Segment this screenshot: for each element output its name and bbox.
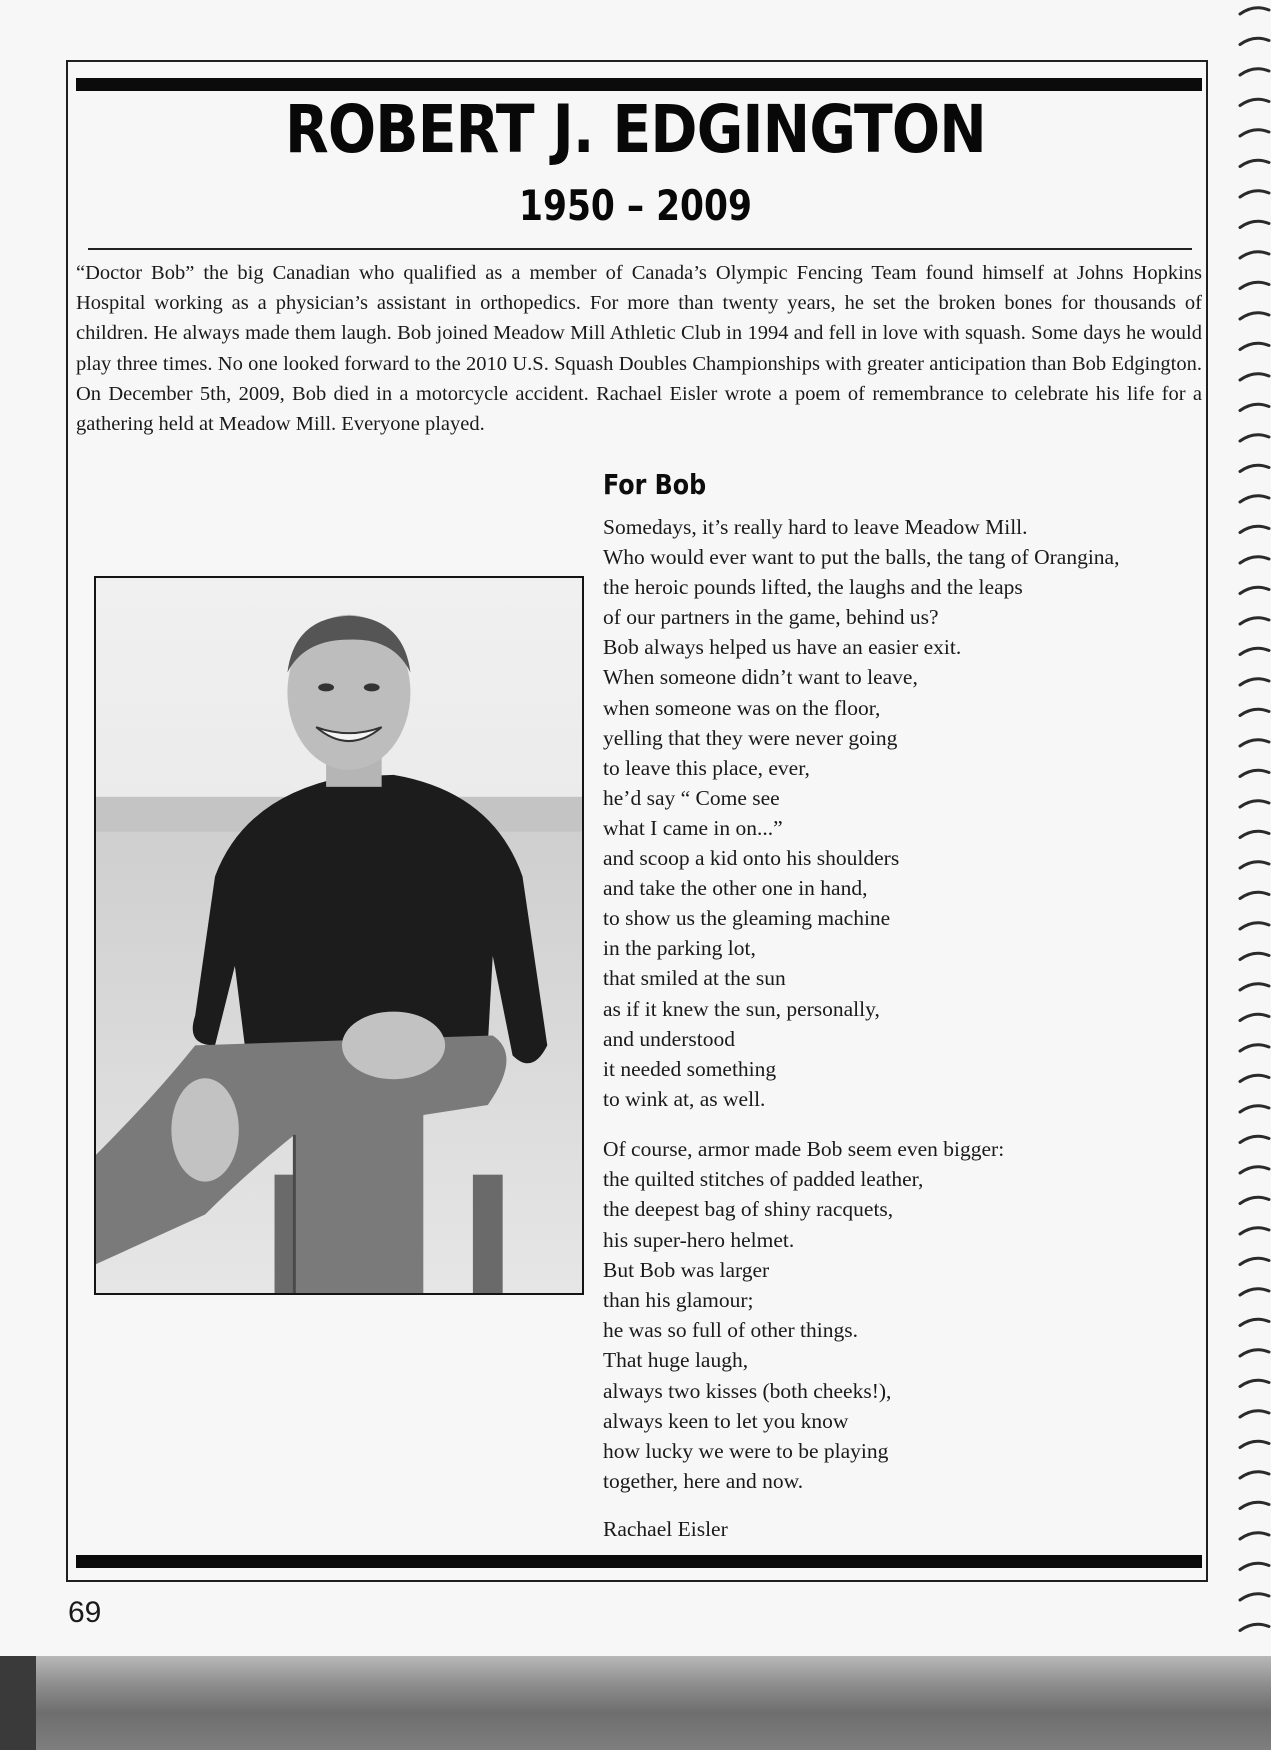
binding-coil — [1240, 1563, 1269, 1569]
binding-coil — [1240, 1624, 1269, 1630]
portrait-illustration — [96, 578, 582, 1293]
binding-coil — [1240, 557, 1269, 563]
binding-coil — [1240, 526, 1269, 532]
poem-line: yelling that they were never going — [603, 725, 898, 750]
binding-coil — [1240, 404, 1269, 410]
poem-line: When someone didn’t want to leave, — [603, 665, 918, 690]
binding-coil — [1240, 313, 1269, 319]
portrait-photo — [94, 576, 584, 1295]
binding-coil — [1240, 1136, 1269, 1142]
poem-line: as if it knew the sun, personally, — [603, 996, 880, 1021]
poem-line: what I came in on...” — [603, 815, 783, 840]
binding-coil — [1240, 130, 1269, 136]
binding-coil — [1240, 770, 1269, 776]
poem-line: the heroic pounds lifted, the laughs and the leaps — [603, 575, 1023, 600]
poem-line: he’d say “ Come see — [603, 785, 780, 810]
poem-stanza-2 — [603, 1134, 1203, 1496]
memorial-name: ROBERT J. EDGINGTON — [285, 91, 986, 168]
binding-coil — [1240, 679, 1269, 685]
binding-coil — [1240, 923, 1269, 929]
poem-line: and scoop a kid onto his shoulders — [603, 846, 900, 871]
poem-line: to wink at, as well. — [603, 1086, 766, 1111]
poem-line: Somedays, it’s really hard to leave Meadow Mill. — [603, 515, 1028, 539]
poem-line: to show us the gleaming machine — [603, 906, 891, 931]
binding-coil — [1240, 496, 1269, 502]
binding-coil — [1240, 374, 1269, 380]
binding-coil — [1240, 1197, 1269, 1203]
poem-line: his super-hero helmet. — [603, 1227, 795, 1252]
header-divider — [88, 248, 1192, 250]
top-rule — [76, 78, 1202, 91]
poem-line: Of course, armor made Bob seem even bigger: — [603, 1137, 1005, 1161]
poem-line: than his glamour; — [603, 1288, 754, 1313]
binding-coil — [1240, 343, 1269, 349]
poem-line: that smiled at the sun — [603, 966, 786, 991]
binding-coil — [1240, 435, 1269, 441]
bottom-rule — [76, 1555, 1202, 1568]
binding-coil — [1240, 1594, 1269, 1600]
binding-coil — [1240, 1258, 1269, 1264]
binding-coil — [1240, 38, 1269, 44]
spiral-binding — [1236, 0, 1271, 1656]
scan-shadow — [0, 1656, 1271, 1750]
poem-line: always keen to let you know — [603, 1408, 849, 1433]
poem-stanza-1 — [603, 512, 1203, 1114]
binding-coil — [1240, 618, 1269, 624]
binding-coil — [1240, 465, 1269, 471]
poem-line: he was so full of other things. — [603, 1318, 858, 1343]
binding-coil — [1240, 1289, 1269, 1295]
poem-title: For Bob — [603, 468, 707, 501]
poem-line: together, here and now. — [603, 1469, 804, 1494]
binding-coil — [1240, 69, 1269, 75]
binding-coil — [1240, 862, 1269, 868]
binding-coil — [1240, 740, 1269, 746]
binding-coil — [1240, 1350, 1269, 1356]
binding-coil — [1240, 1167, 1269, 1173]
poem-line: But Bob was larger — [603, 1257, 770, 1282]
poem-line: Who would ever want to put the balls, the tang of Orangina, — [603, 545, 1120, 570]
binding-coil — [1240, 1533, 1269, 1539]
binding-coil — [1240, 709, 1269, 715]
binding-coil — [1240, 1502, 1269, 1508]
binding-coil — [1240, 8, 1269, 14]
binding-coil — [1240, 1014, 1269, 1020]
poem-line: and understood — [603, 1026, 735, 1051]
binding-coil — [1240, 160, 1269, 166]
poem-line: in the parking lot, — [603, 936, 756, 961]
binding-coil — [1240, 1319, 1269, 1325]
poem-line: That huge laugh, — [603, 1348, 749, 1373]
binding-coil — [1240, 953, 1269, 959]
page-number: 69 — [68, 1596, 102, 1629]
poem-line: when someone was on the floor, — [603, 695, 881, 720]
binding-coil — [1240, 587, 1269, 593]
binding-coil — [1240, 1106, 1269, 1112]
binding-coil — [1240, 1228, 1269, 1234]
poem-line: the quilted stitches of padded leather, — [603, 1167, 924, 1192]
binding-coil — [1240, 1380, 1269, 1386]
binding-coil — [1240, 831, 1269, 837]
poem-line: and take the other one in hand, — [603, 876, 868, 901]
binding-coil — [1240, 191, 1269, 197]
poem-line: always two kisses (both cheeks!), — [603, 1378, 892, 1403]
poem-line: Bob always helped us have an easier exit. — [603, 635, 962, 660]
binding-coil — [1240, 282, 1269, 288]
poem-line: the deepest bag of shiny racquets, — [603, 1197, 894, 1222]
binding-coil — [1240, 252, 1269, 258]
binding-coil — [1240, 648, 1269, 654]
binding-coil — [1240, 99, 1269, 105]
binding-coil — [1240, 984, 1269, 990]
binding-coil — [1240, 1441, 1269, 1447]
intro-paragraph: “Doctor Bob” the big Canadian who qualified as a member of Canada’s Olympic Fencing Team found himself at Johns Hopkins Hospital working as a physician’s assistant in orthopedics. For more than twenty years, he set the broken bones for thousands of children. He always made them laugh. Bob joined Meadow Mill Athletic Club in 1994 and fell in love with squash. Some days he would play three times. No one looked forward to the 2010 U.S. Squash Doubles Championships with greater anticipation than Bob Edgington. On December 5th, 2009, Bob died in a motorcycle accident. Rachael Eisler wrote a poem of remembrance to celebrate his life for a gathering held at Meadow Mill. Everyone played. — [76, 262, 1202, 436]
memorial-dates: 1950 – 2009 — [519, 181, 752, 230]
poem-line: it needed something — [603, 1056, 777, 1081]
poem-line: how lucky we were to be playing — [603, 1439, 889, 1464]
poem-line: of our partners in the game, behind us? — [603, 605, 939, 630]
binding-coil — [1240, 1472, 1269, 1478]
binding-coil — [1240, 1075, 1269, 1081]
poem-author: Rachael Eisler — [603, 1517, 728, 1541]
binding-coil — [1240, 1045, 1269, 1051]
binding-coil — [1240, 1411, 1269, 1417]
binding-coil — [1240, 221, 1269, 227]
binding-coil — [1240, 892, 1269, 898]
binding-coil — [1240, 801, 1269, 807]
poem-line: to leave this place, ever, — [603, 755, 810, 780]
